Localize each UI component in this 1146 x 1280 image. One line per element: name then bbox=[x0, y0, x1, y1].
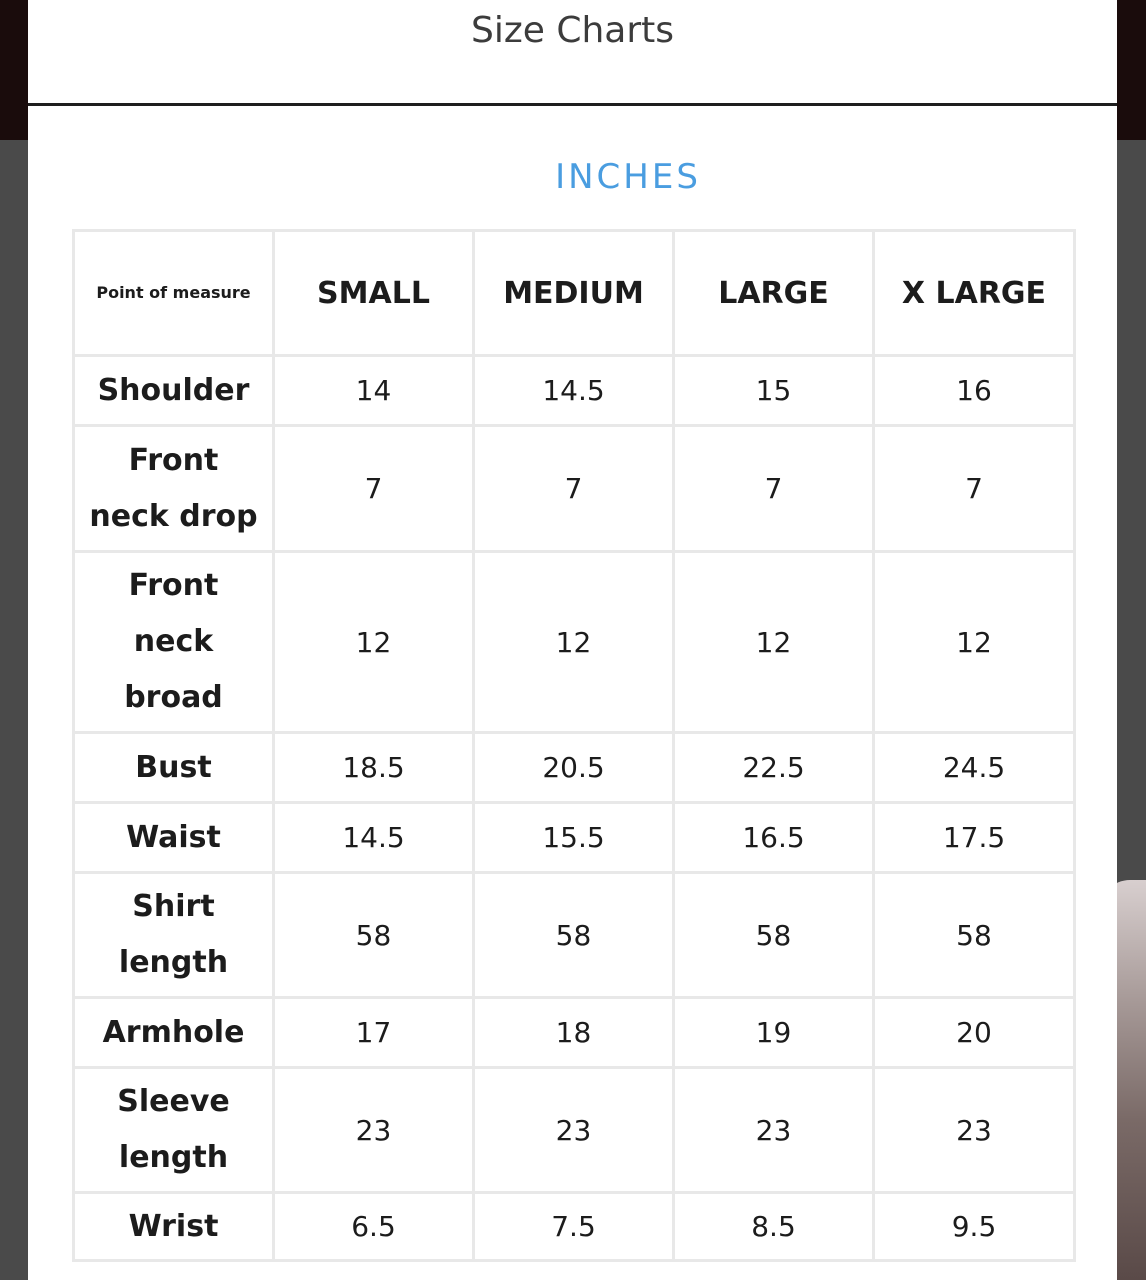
header-x-large: X LARGE bbox=[874, 231, 1075, 356]
table-cell: 58 bbox=[874, 873, 1075, 998]
table-cell: 7 bbox=[274, 426, 474, 552]
size-chart-modal bbox=[28, 0, 1117, 1280]
table-cell: 7 bbox=[474, 426, 674, 552]
table-cell: 8.5 bbox=[674, 1193, 874, 1261]
table-cell: 16 bbox=[874, 356, 1075, 426]
table-cell: 19 bbox=[674, 998, 874, 1068]
table-cell: 58 bbox=[674, 873, 874, 998]
table-cell: 9.5 bbox=[874, 1193, 1075, 1261]
row-label: Front neck drop bbox=[74, 426, 274, 552]
table-cell: 17.5 bbox=[874, 803, 1075, 873]
header-small: SMALL bbox=[274, 231, 474, 356]
row-label: Wrist bbox=[74, 1193, 274, 1261]
table-cell: 14.5 bbox=[274, 803, 474, 873]
table-cell: 12 bbox=[674, 552, 874, 733]
table-cell: 12 bbox=[474, 552, 674, 733]
table-header-row bbox=[74, 231, 1075, 356]
table-cell: 23 bbox=[874, 1068, 1075, 1193]
table-cell: 15.5 bbox=[474, 803, 674, 873]
unit-label: INCHES bbox=[555, 157, 701, 197]
table-cell: 18 bbox=[474, 998, 674, 1068]
table-cell: 24.5 bbox=[874, 733, 1075, 803]
row-label: Shoulder bbox=[74, 356, 274, 426]
table-cell: 23 bbox=[274, 1068, 474, 1193]
table-cell: 20.5 bbox=[474, 733, 674, 803]
table-cell: 7 bbox=[874, 426, 1075, 552]
table-cell: 18.5 bbox=[274, 733, 474, 803]
table-cell: 22.5 bbox=[674, 733, 874, 803]
table-cell: 6.5 bbox=[274, 1193, 474, 1261]
table-cell: 58 bbox=[474, 873, 674, 998]
table-row bbox=[74, 873, 1075, 998]
size-table bbox=[72, 229, 1076, 1262]
table-cell: 58 bbox=[274, 873, 474, 998]
table-row bbox=[74, 1193, 1075, 1261]
table-cell: 12 bbox=[874, 552, 1075, 733]
row-label: Bust bbox=[74, 733, 274, 803]
table-row bbox=[74, 803, 1075, 873]
table-cell: 7 bbox=[674, 426, 874, 552]
table-cell: 14 bbox=[274, 356, 474, 426]
table-cell: 15 bbox=[674, 356, 874, 426]
table-row bbox=[74, 356, 1075, 426]
row-label: Waist bbox=[74, 803, 274, 873]
row-label: Sleeve length bbox=[74, 1068, 274, 1193]
table-cell: 16.5 bbox=[674, 803, 874, 873]
header-point-of-measure: Point of measure bbox=[74, 231, 274, 356]
row-label: Shirt length bbox=[74, 873, 274, 998]
header-medium: MEDIUM bbox=[474, 231, 674, 356]
table-row bbox=[74, 552, 1075, 733]
table-row bbox=[74, 426, 1075, 552]
table-cell: 14.5 bbox=[474, 356, 674, 426]
header-large: LARGE bbox=[674, 231, 874, 356]
table-row bbox=[74, 1068, 1075, 1193]
row-label: Front neck broad bbox=[74, 552, 274, 733]
table-row bbox=[74, 998, 1075, 1068]
table-cell: 23 bbox=[674, 1068, 874, 1193]
table-cell: 23 bbox=[474, 1068, 674, 1193]
table-cell: 17 bbox=[274, 998, 474, 1068]
modal-header bbox=[28, 0, 1117, 106]
table-row bbox=[74, 733, 1075, 803]
table-cell: 7.5 bbox=[474, 1193, 674, 1261]
table-cell: 20 bbox=[874, 998, 1075, 1068]
table-cell: 12 bbox=[274, 552, 474, 733]
row-label: Armhole bbox=[74, 998, 274, 1068]
modal-title: Size Charts bbox=[470, 10, 675, 51]
